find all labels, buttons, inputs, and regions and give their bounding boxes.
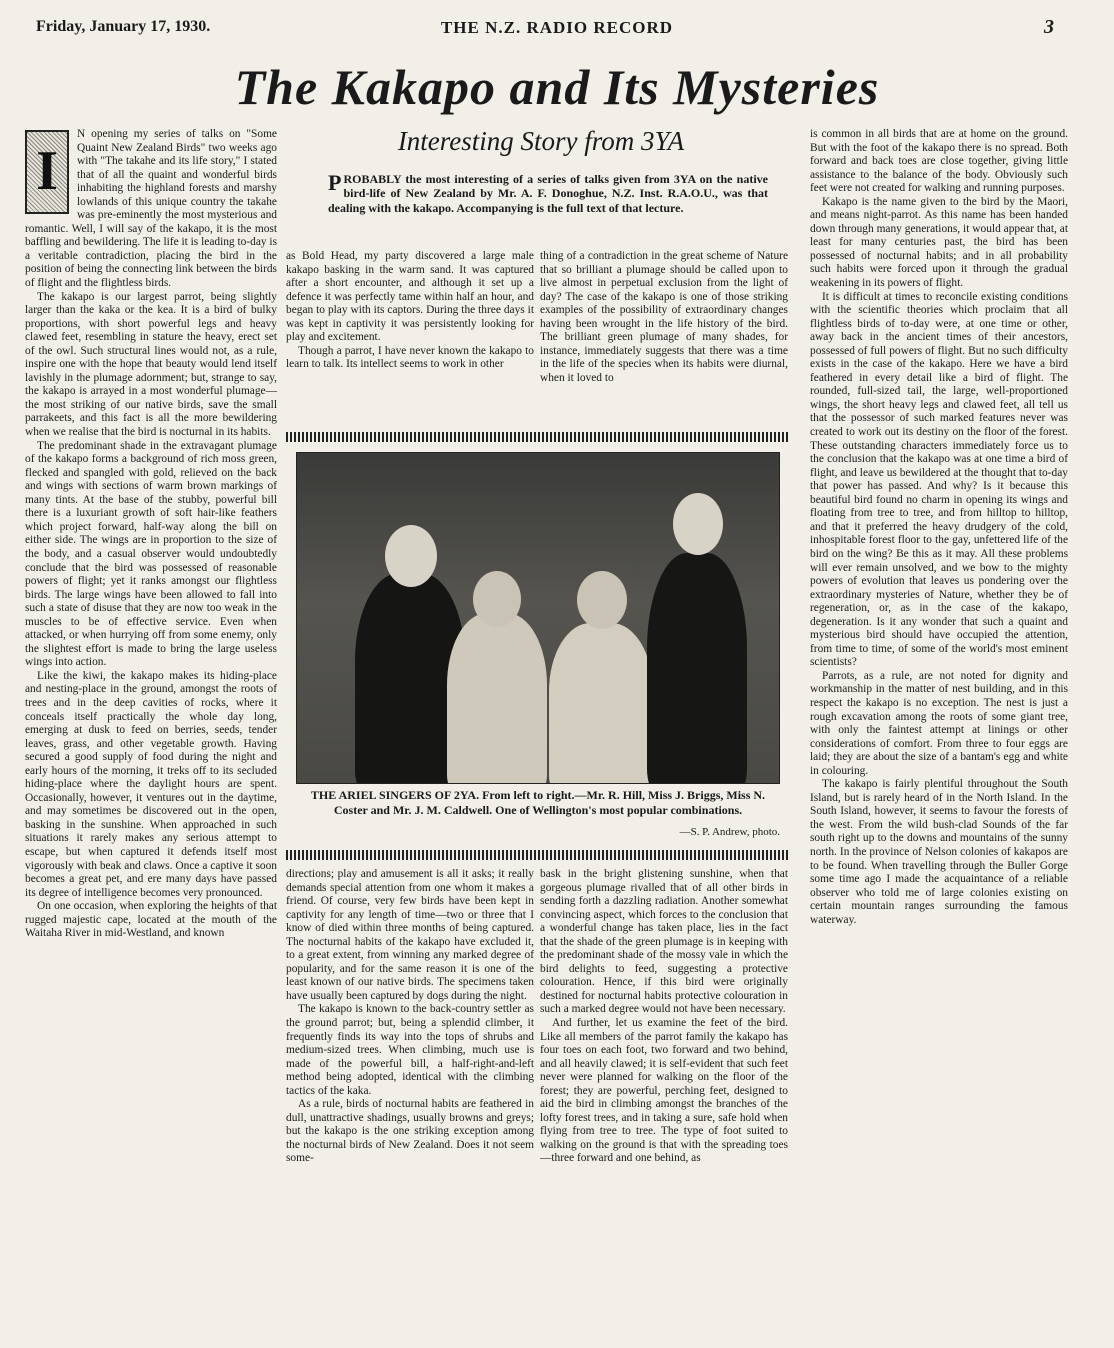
photo-caption: THE ARIEL SINGERS OF 2YA. From left to right.—Mr. R. Hill, Miss J. Briggs, Miss N. Coster and Mr. J. M. Caldwell. One of Wellington's most popular combinations.	[310, 788, 766, 817]
column-4	[810, 128, 1068, 927]
paragraph: As a rule, birds of nocturnal habits are feathered in dull, unattractive shadings, usually browns and greys; but the kakapo is the one striking exception among the nocturnal birds of New Zealand. Does it not seem some-	[286, 1098, 534, 1165]
column-2-bottom	[286, 868, 534, 1166]
article-title: The Kakapo and Its Mysteries	[234, 59, 880, 115]
head	[577, 571, 627, 629]
group-photo	[296, 452, 780, 784]
column-1-body	[25, 128, 277, 941]
drop-cap: I	[25, 130, 69, 214]
page-number: 3	[1044, 16, 1054, 38]
publication-name: THE N.Z. RADIO RECORD	[440, 18, 674, 37]
paragraph: On one occasion, when exploring the heights of that rugged majestic cape, located at the mouth of the Waitaha River in mid-Westland, and known	[25, 900, 277, 940]
paragraph: Though a parrot, I have never known the kakapo to learn to talk. Its intellect seems to work in other	[286, 344, 534, 371]
head	[673, 493, 723, 555]
photo-bottom-rule	[286, 850, 790, 860]
paragraph: It is difficult at times to reconcile existing conditions with the scientific theories which proclaim that all flightless birds of to-day were, at one time or other, away back in the ancient times of their ancestors, possessed of full powers of flight. But no such difficulty exists in the case of the kakapo. Here we have a bird feathered in every detail like a bird of flight. The rounded, full-sized tail, the large, well-proportioned wings, the short heavy legs and clawed feet, all tell us that the possessor of such marked features never was created to work out its destiny on the floor of the forest. These outstanding characters immediately force us to the conclusion that the kakapo was at one time a bird of flight, and leave us bewildered at the thought that to-day that power has passed. And why? Is it because this beautiful bird found no charm in opening its wings and floating from tree to tree, and from hilltop to hilltop, and that it preferred the heavy drudgery of the cold, inhospitable forest floor to the gay, unfettered life of the bird on the wing? Be this as it may. All these problems will ever remain unsolved, and we bow to the mighty powers of evolution that leaves us pondering over the extraordinary mysteries of Nature, whether they be of regeneration, or, as in the case of the kakapo, degeneration. Is it any wonder that such a quaint and mysterious bird should have occupied the attention, from time to time, of some of the world's most eminent scientists?	[810, 290, 1068, 669]
paragraph: The kakapo is our largest parrot, being slightly larger than the kaka or the kea. It is a bird of bulky proportions, with short powerful legs and heavy clawed feet, resembling in stature the heavy, erect set of the owl. Such structural lines would not, as a rule, inspire one with the hope that beauty would lend itself lavishly in the plumage adornment; but, strange to say, the kakapo is arrayed in a most wonderful plumage—the most striking of our native birds, save the small parrakeets, and this fact is all the more bewildering when we realise that the bird is nocturnal in its habits.	[25, 290, 277, 439]
figure-mr-caldwell	[647, 553, 747, 784]
intro-drop-letter: P	[328, 170, 342, 195]
intro-standfirst	[328, 172, 768, 215]
head	[385, 525, 437, 587]
photo-credit: —S. P. Andrew, photo.	[679, 826, 780, 838]
paragraph: is common in all birds that are at home on the ground. But with the foot of the kakapo there is no spread. Both forward and back toes are close together, giving little assistance to the balance of the body. Obviously such feet were not created for walking and running purposes.	[810, 128, 1068, 195]
paragraph: as Bold Head, my party discovered a large male kakapo basking in the warm sand. It was captured after a short encounter, and although it set up a defence it was perfectly tame within half an hour, and began to play with its captors. During the three days it was kept in captivity it was persistently looking for play and excitement.	[286, 250, 534, 344]
issue-date: Friday, January 17, 1930.	[36, 18, 211, 35]
paragraph: N opening my series of talks on "Some Quaint New Zealand Birds" two weeks ago with "The takahe and its life story," I stated that of all the quaint and wonderful birds inhabiting the highland forests and marshy lowlands of this unique country the takahe was pre-eminently the most mysterious and romantic. Well, I will say of the kakapo, it is the most baffling and bewildering. The life it is leading to-day is a veritable contradiction, placing the bird in the position of being the connecting link between the birds of flight and the flightless birds.	[25, 128, 278, 290]
column-3-top	[540, 250, 788, 385]
paragraph: The kakapo is known to the back-country settler as the ground parrot; but, being a splendid climber, it frequently finds its way into the tops of shrubs and medium-sized trees. When climbing, much use is made of the powerful bill, a half-right-and-left method being adopted, identical with the climbing tactics of the kaka.	[286, 1003, 534, 1097]
paragraph: The predominant shade in the extravagant plumage of the kakapo forms a background of rich moss green, flecked and spangled with gold, relieved on the back and wings with sections of warm brown markings of many tints. At the base of the stubby, powerful bill there is a luxuriant growth of soft hair-like feathers which project forward, half-way along the bill on either side. The wings are in proportion to the size of the body, and a casual observer would undoubtedly conclude that the bird was possessed of reasonable powers of flight; yet it ranks amongst our flightless birds. The large wings have been allowed to fall into such a state of disuse that they are now too weak in the muscles to be of effective service. Even when attacked, or when hurrying off from some enemy, only the slightest effort is made to bring the large useless wings into action.	[25, 439, 277, 669]
paragraph: The kakapo is fairly plentiful throughout the South Island, but is rarely heard of in the North Island. In the South Island, however, it seems to favour the forests of the west. From the wild bush-clad Sounds of the far south right up to the downs and mountains of the sunny north. In the province of Nelson colonies of kakapos are to be found. When travelling through the Buller Gorge some time ago I made the acquaintance of a reliable observer who told me of large colonies existing on certain mountain ranges surrounding the famous waterway.	[810, 778, 1068, 926]
paragraph: directions; play and amusement is all it asks; it really demands special attention from one whom it makes a friend. Of course, very few birds have been kept in captivity for any length of time—two or three that I know of died within three months of being captured. The nocturnal habits of the kakapo have excluded it, to a great extent, from winning any marked degree of popularity, and for the same reason it is one of the least known of our native birds. The specimens taken have usually been captured by dogs during the night.	[286, 868, 534, 1002]
paragraph: Like the kiwi, the kakapo makes its hiding-place and nesting-place in the ground, amongst the roots of trees and in the deep cavities of rocks, where it conceals itself practically the whole day long, emerging at dusk to feed on berries, seeds, tender leaves, grass, and other vegetable growth. Having secured a good supply of food during the night and early hours of the morning, it treks off to its secluded hiding-place where the daylight hours are spent. Occasionally, however, it ventures out in the daytime, and may sometimes be discovered out in the open, basking in the sunshine. When approached in such situations it rarely makes any serious attempt to escape, but when captured it defends itself most vigorously with beak and claws. Once a captive it soon becomes a great pet, and ere many days have passed its degree of intelligence becomes very pronounced.	[25, 669, 277, 899]
article-subtitle: Interesting Story from 3YA	[397, 126, 685, 156]
paragraph: Parrots, as a rule, are not noted for dignity and workmanship in the matter of nest building, and in this respect the kakapo is no exception. The nest is just a rough excavation among the roots of some giant tree, with only the faintest attempt at linings or other considerations of comfort. From three to four eggs are laid; they are about the size of a bantam's egg and white in colouring.	[810, 669, 1068, 777]
intro-text: ROBABLY the most interesting of a series of talks given from 3YA on the native bird-life of New Zealand by Mr. A. F. Donoghue, N.Z. Inst. R.A.O.U., was that dealing with the kakapo. Accompanying is the full text of that lecture.	[328, 172, 768, 215]
head	[473, 571, 521, 627]
paragraph: bask in the bright glistening sunshine, when that gorgeous plumage rivalled that of all other birds in sending forth a dazzling radiation. Another somewhat convincing aspect, which forces to the conclusion that a wonderful change has taken place, lies in the fact that the shade of the green plumage is in keeping with the predominant shade of the mossy vale in which the bird delights to feed, suggesting a protective colouration. Hence, if this bird were originally destined for nocturnal habits protective colouration in such a marked degree would not have been necessary.	[540, 868, 788, 1016]
paragraph: Kakapo is the name given to the bird by the Maori, and means night-parrot. As this name has been handed down through many generations, it would appear that, at least for many centuries past, the bird has been possessed of nocturnal habits; and in all probability such habits were forced upon it through the gradual weakening in its powers of flight.	[810, 195, 1068, 290]
figure-miss-coster	[549, 623, 653, 784]
paragraph: And further, let us examine the feet of the bird. Like all members of the parrot family the kakapo has four toes on each foot, two forward and two behind, and all heavily clawed; it is self-evident that such feet never were planned for walking on the floor of the forest; they are powerful, perching feet, designed to aid the bird in climbing amongst the branches of the lofty forest trees, and in taking a sure, safe hold when flying from tree to tree. The type of foot suited to walking on the ground is that with the spreading toes—three forward and one behind, as	[540, 1017, 788, 1165]
figure-miss-briggs	[447, 613, 547, 784]
column-2-top	[286, 250, 534, 372]
column-3-bottom	[540, 868, 788, 1166]
running-header	[0, 16, 1114, 40]
photo-top-rule	[286, 432, 790, 442]
paragraph: thing of a contradiction in the great scheme of Nature that so brilliant a plumage should be called upon to live almost in perpetual exclusion from the light of day? The case of the kakapo is one of those striking examples of the possibility of extraordinary changes having been wrought in the life history of the bird. The brilliant green plumage of many shades, for instance, immediately suggests that there was a time in the life of the species when its habits were diurnal, when it loved to	[540, 250, 788, 384]
column-1	[25, 128, 277, 941]
